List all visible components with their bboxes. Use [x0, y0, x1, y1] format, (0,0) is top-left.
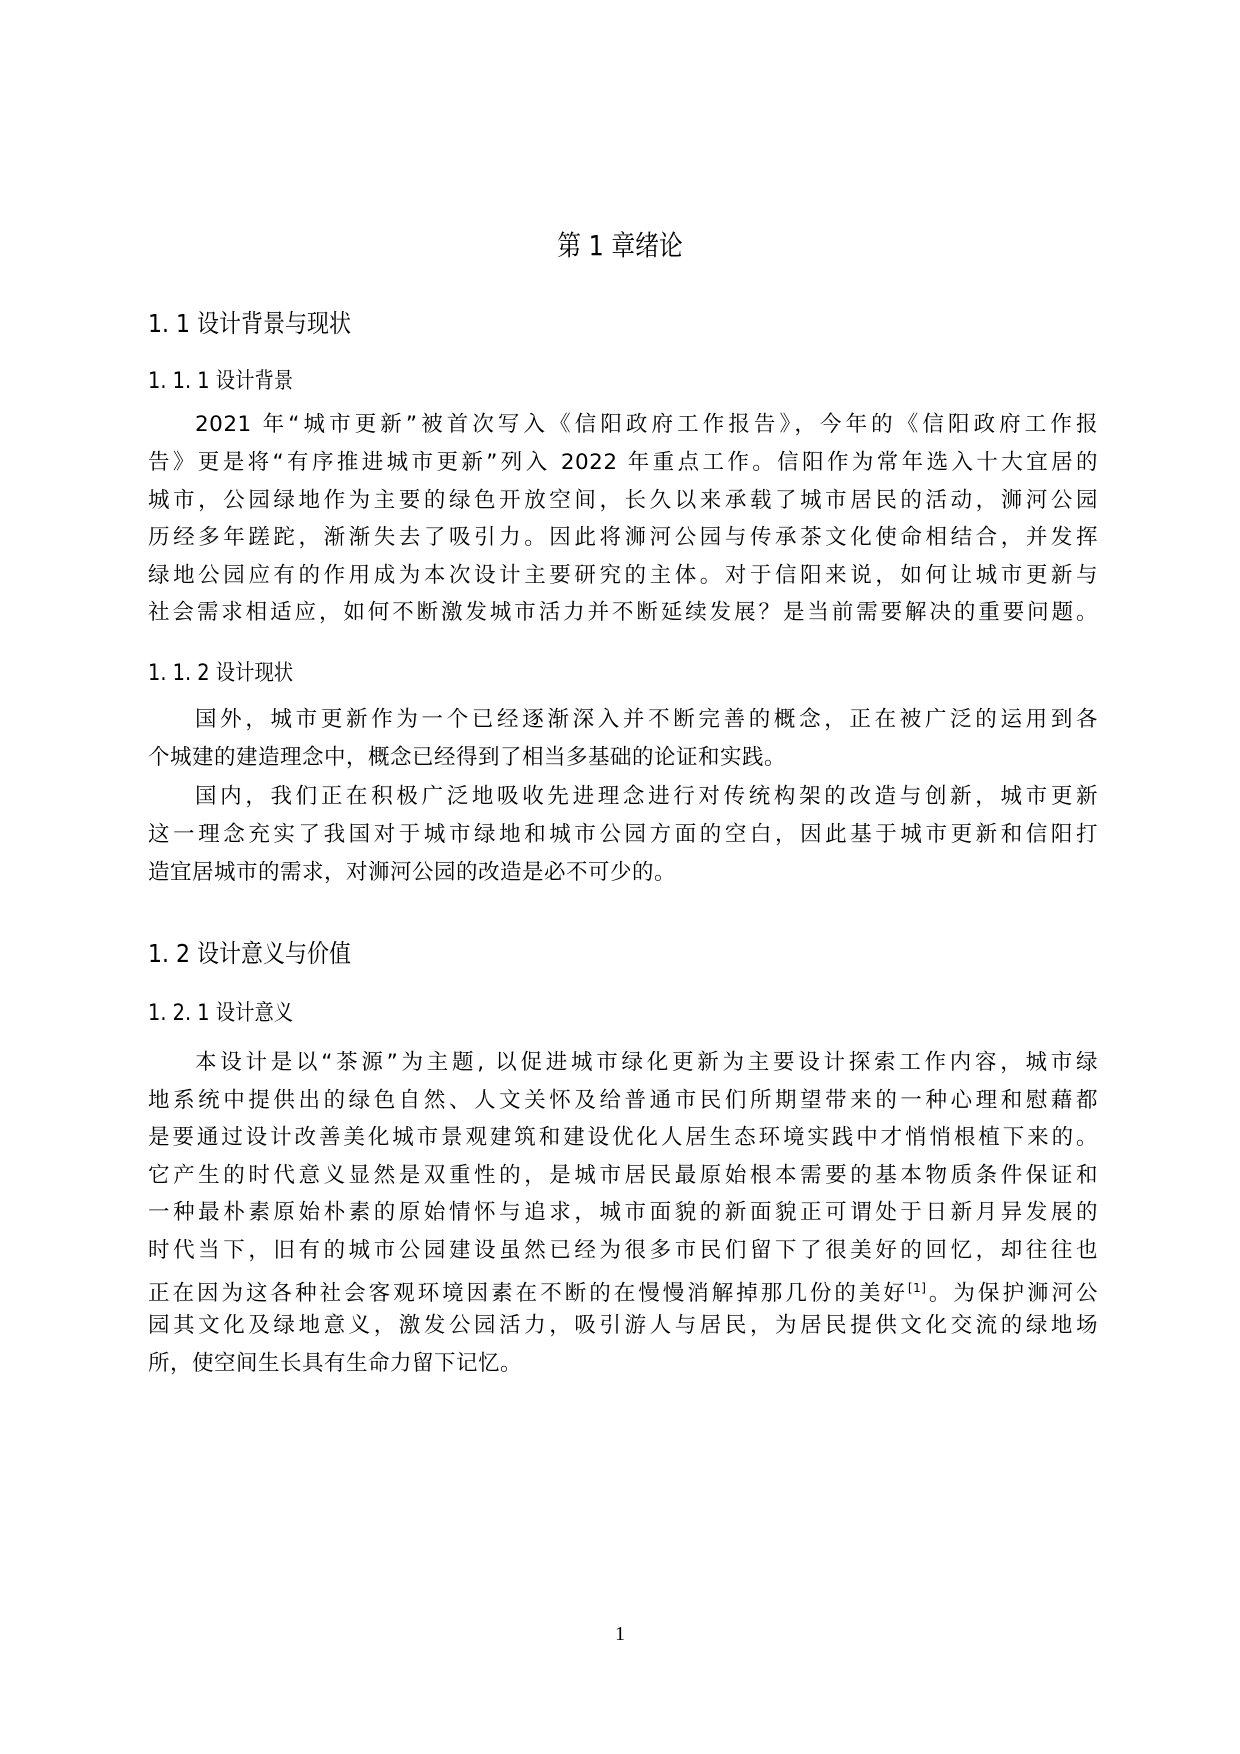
page-number: 1 — [615, 1623, 625, 1645]
text-line: 2021 年“城市更新”被首次写入《信阳政府工作报告》，今年的《信阳政府工作报 — [195, 412, 1098, 437]
text-line: 社会需求相适应，如何不断激发城市活力并不断延续发展？是当前需要解决的重要问题。 — [148, 600, 1098, 625]
text-line: 本设计是以“茶源”为主题, 以促进城市绿化更新为主要设计探索工作内容，城市绿 — [195, 1050, 1098, 1075]
subsection-heading-1-2-1: 1. 2. 1 设计意义 — [148, 1001, 294, 1026]
text-line: 所，使空间生长具有生命力留下记忆。 — [148, 1351, 523, 1376]
text-line: 地系统中提供出的绿色自然、人文关怀及给普通市民们所期望带来的一种心理和慰藉都 — [148, 1088, 1098, 1113]
section-heading-1-1: 1. 1 设计背景与现状 — [148, 309, 351, 338]
text-line: 国外，城市更新作为一个已经逐渐深入并不断完善的概念，正在被广泛的运用到各 — [195, 707, 1098, 732]
text-line: 城市，公园绿地作为主要的绿色开放空间，长久以来承载了城市居民的活动，浉河公园 — [148, 488, 1098, 513]
citation-ref[interactable]: [1] — [907, 1281, 927, 1295]
text-segment: 正在因为这各种社会客观环境因素在不断的在慢慢消解掉那几份的美好 — [148, 1281, 908, 1306]
subsection-heading-1-1-2: 1. 1. 2 设计现状 — [148, 661, 294, 686]
text-segment: 。为保护浉河公 — [926, 1281, 1098, 1306]
subsection-heading-1-1-1: 1. 1. 1 设计背景 — [148, 369, 294, 394]
text-line-with-citation — [148, 1273, 1098, 1309]
text-line: 绿地公园应有的作用成为本次设计主要研究的主体。对于信阳来说，如何让城市更新与 — [148, 563, 1098, 588]
text-line: 时代当下，旧有的城市公园建设虽然已经为很多市民们留下了很美好的回忆，却往往也 — [148, 1238, 1098, 1263]
text-line: 告》更是将“有序推进城市更新”列入 2022 年重点工作。信阳作为常年选入十大宜居的 — [148, 450, 1098, 475]
text-line: 一种最朴素原始朴素的原始情怀与追求，城市面貌的新面貌正可谓处于日新月异发展的 — [148, 1200, 1098, 1225]
text-line: 造宜居城市的需求，对浉河公园的改造是必不可少的。 — [148, 860, 677, 885]
text-line: 是要通过设计改善美化城市景观建筑和建设优化人居生态环境实践中才悄悄根植下来的。 — [148, 1125, 1098, 1150]
text-line: 国内，我们正在积极广泛地吸收先进理念进行对传统构架的改造与创新，城市更新 — [195, 784, 1098, 809]
text-line: 这一理念充实了我国对于城市绿地和城市公园方面的空白，因此基于城市更新和信阳打 — [148, 822, 1098, 847]
text-line: 它产生的时代意义显然是双重性的，是城市居民最原始根本需要的基本物质条件保证和 — [148, 1163, 1098, 1188]
text-line: 历经多年蹉跎，渐渐失去了吸引力。因此将浉河公园与传承茶文化使命相结合，并发挥 — [148, 525, 1098, 550]
section-heading-1-2: 1. 2 设计意义与价值 — [148, 939, 351, 968]
chapter-title: 第 1 章绪论 — [557, 229, 683, 262]
text-line: 园其文化及绿地意义，激发公园活力，吸引游人与居民，为居民提供文化交流的绿地场 — [148, 1313, 1098, 1338]
text-line: 个城建的建造理念中，概念已经得到了相当多基础的论证和实践。 — [148, 745, 787, 770]
